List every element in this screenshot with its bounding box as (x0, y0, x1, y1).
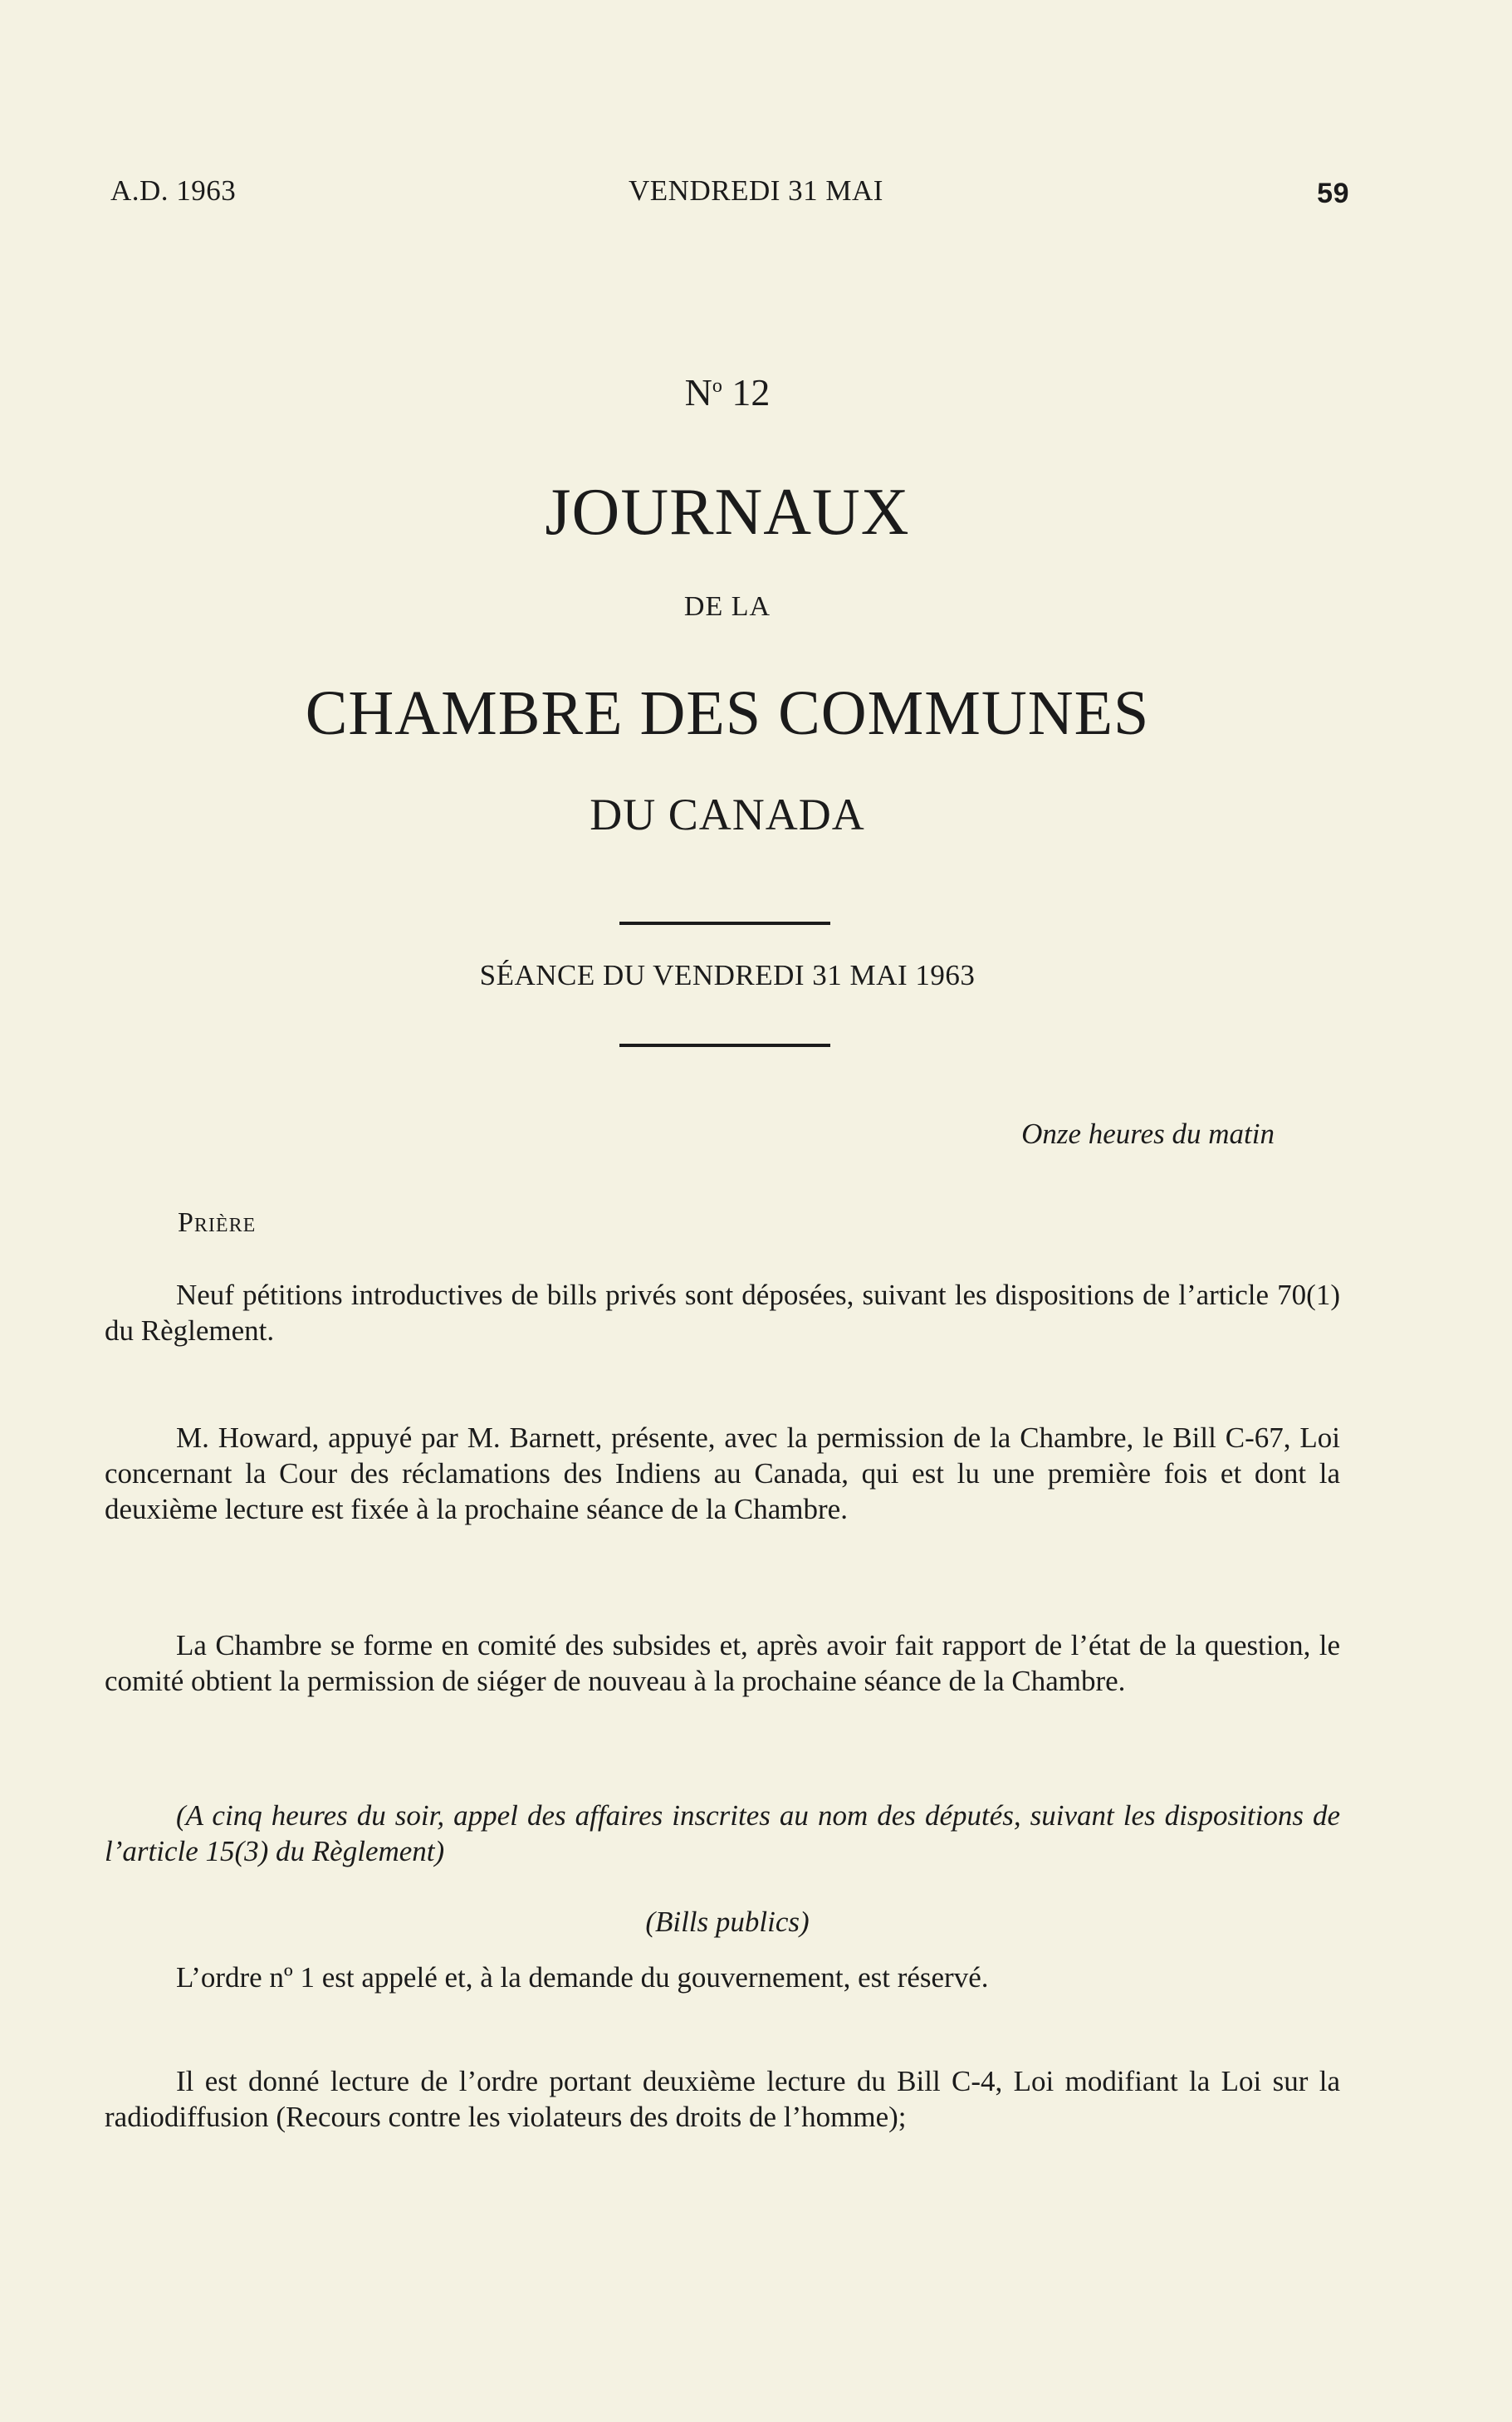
paragraph-bill-c4: Il est donné lecture de l’ordre portant deuxième lecture du Bill C-4, Loi modifiant la Loi sur la radiodiffusion (Recours contre les violateurs des droits de l’homme); (105, 2065, 1340, 2133)
title-de-la: DE LA (683, 591, 771, 622)
number-superscript: o (712, 375, 722, 397)
paragraph-petitions: Neuf pétitions introductives de bills privés sont déposées, suivant les dispositions de l’article 70(1) du Règlement. (105, 1279, 1340, 1347)
priere-heading: Prière (178, 1207, 257, 1238)
paragraph-affaires-deputes: (A cinq heures du soir, appel des affaires inscrites au nom des députés, suivant les dispositions de l’article 15(3) du Règlement) (105, 1799, 1340, 1867)
title-chambre: CHAMBRE DES COMMUNES (305, 678, 1150, 748)
paragraph-bill-c67: M. Howard, appuyé par M. Barnett, présente, avec la permission de la Chambre, le Bill C-67, Loi concernant la Cour des réclamations des Indiens au Canada, qui est lu une première fois et dont la deuxième lecture est fixée à la prochaine séance de la Chambre. (105, 1421, 1340, 1525)
paragraph-ordre-1: L’ordre nº 1 est appelé et, à la demande du gouvernement, est réservé. (176, 1961, 989, 1994)
session-title: SÉANCE DU VENDREDI 31 MAI 1963 (479, 959, 976, 991)
number-prefix: N (684, 371, 712, 413)
session-time: Onze heures du matin (1021, 1118, 1275, 1150)
number-value: 12 (732, 371, 771, 413)
paragraph-comite-subsides: La Chambre se forme en comité des subsides et, après avoir fait rapport de l’état de la question, le comité obtient la permission de siéger de nouveau à la prochaine séance de la Chambre. (105, 1629, 1340, 1697)
title-canada: DU CANADA (590, 790, 865, 839)
divider-rule (619, 922, 830, 925)
page-number: 59 (1317, 178, 1349, 209)
journal-number (0, 370, 1455, 414)
title-journaux: JOURNAUX (545, 476, 910, 549)
header-year: A.D. 1963 (110, 174, 237, 207)
bills-publics-heading: (Bills publics) (645, 1906, 810, 1938)
divider-rule (619, 1044, 830, 1047)
header-date: VENDREDI 31 MAI (629, 174, 883, 207)
